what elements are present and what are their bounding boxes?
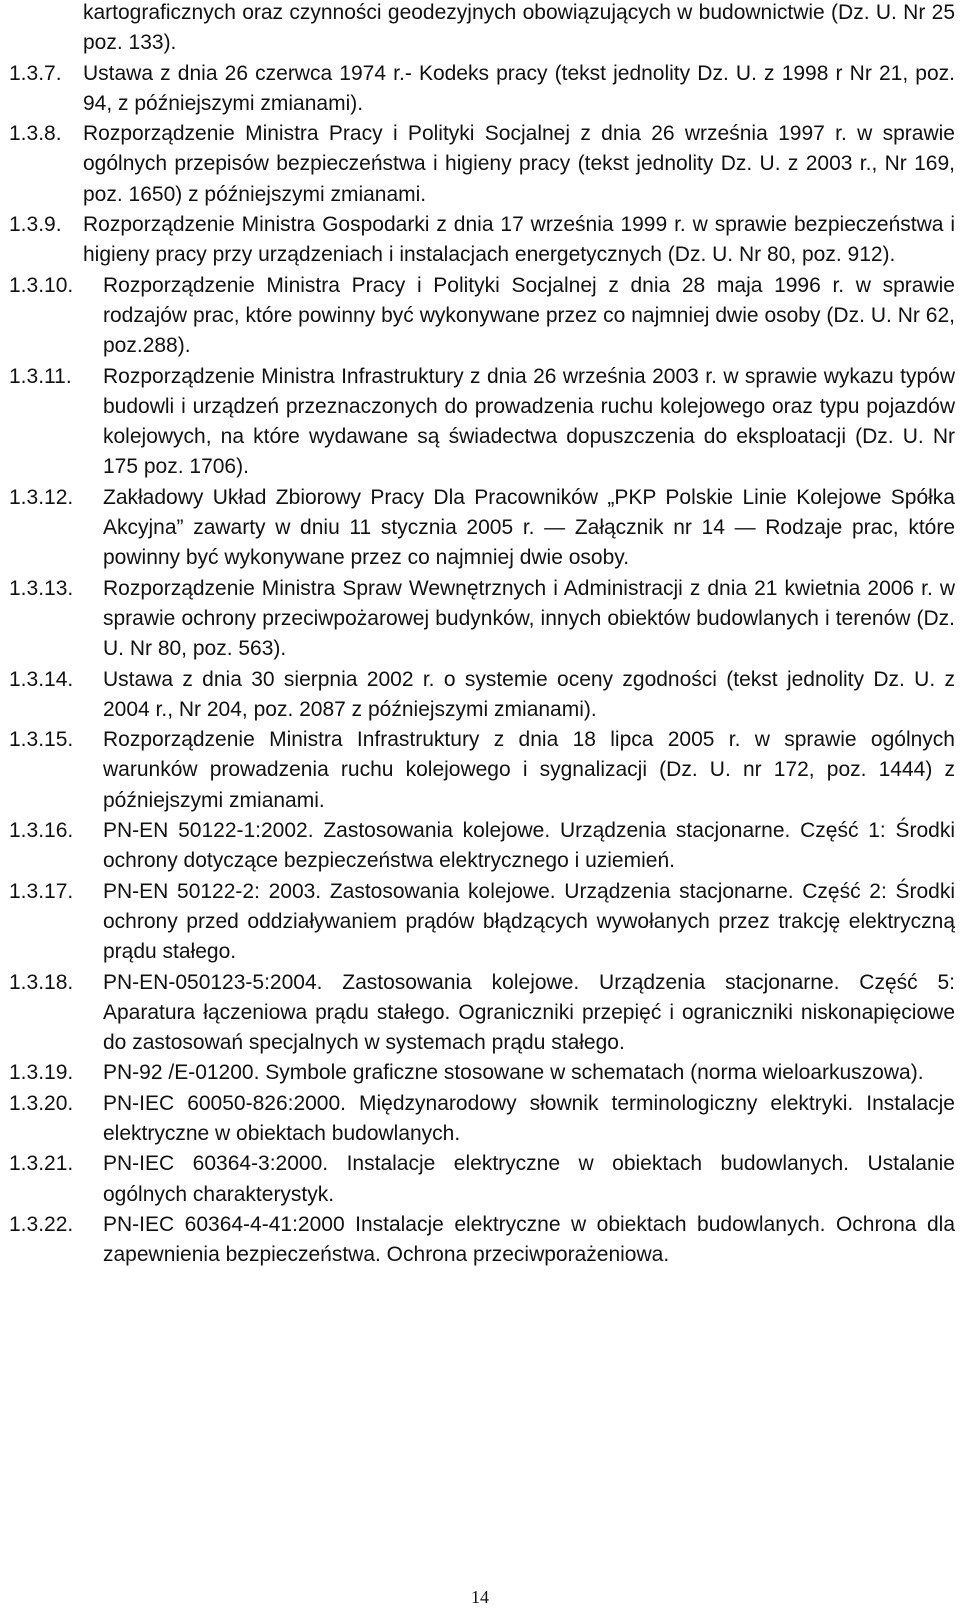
item-number: 1.3.10. (9, 273, 74, 297)
item-text: PN-EN-050123-5:2004. Zastosowania kolejowe. Urządzenia stacjonarne. Część 5: Aparatura łączeniowa prądu stałego. Ograniczniki przepięć i ograniczniki niskonapięciowe do zastosowań specjalnych w systemach prądu stałego. (103, 970, 955, 1055)
item-text: Rozporządzenie Ministra Pracy i Polityki Socjalnej z dnia 28 maja 1996 r. w sprawie rodzajów prac, które powinny być wykonywane przez co najmniej dwie osoby (Dz. U. Nr 62, poz.288). (103, 273, 955, 358)
list-item (9, 210, 955, 271)
list-item (9, 1149, 955, 1210)
item-number: 1.3.15. (9, 728, 74, 752)
item-text: Rozporządzenie Ministra Infrastruktury z dnia 26 września 2003 r. w sprawie wykazu typów budowli i urządzeń przeznaczonych do prowadzenia ruchu kolejowego oraz typu pojazdów kolejowych, na które wydawane są świadectwa dopuszczenia do eksploatacji (Dz. U. Nr 175 poz. 1706). (103, 364, 955, 479)
item-number: 1.3.12. (9, 485, 74, 509)
item-text: PN-IEC 60364-4-41:2000 Instalacje elektryczne w obiektach budowlanych. Ochrona dla zapewnienia bezpieczeństwa. Ochrona przeciwporażeniowa. (103, 1212, 955, 1267)
item-number: 1.3.22. (9, 1212, 74, 1236)
list-item (9, 1058, 955, 1088)
list-item (9, 59, 955, 120)
item-text: Rozporządzenie Ministra Pracy i Polityki Socjalnej z dnia 26 września 1997 r. w sprawie ogólnych przepisów bezpieczeństwa i higieny pracy (tekst jednolity Dz. U. z 2003 r., Nr 169, poz. 1650) z późniejszymi zmianami. (83, 122, 955, 206)
document-page (9, 0, 955, 1270)
item-number: 1.3.21. (9, 1152, 74, 1176)
item-text: PN-92 /E-01200. Symbole graficzne stosowane w schematach (norma wieloarkuszowa). (103, 1061, 924, 1085)
list-item (9, 968, 955, 1059)
item-number: 1.3.17. (9, 879, 74, 903)
item-number: 1.3.9. (9, 213, 62, 237)
list-item (9, 483, 955, 574)
item-number: 1.3.16. (9, 819, 74, 843)
list-item (9, 362, 955, 483)
item-number: 1.3.18. (9, 970, 74, 994)
list-item (9, 271, 955, 362)
item-text: PN-IEC 60050-826:2000. Międzynarodowy słownik terminologiczny elektryki. Instalacje elektryczne w obiektach budowlanych. (103, 1091, 955, 1145)
item-number: 1.3.7. (9, 61, 62, 85)
list-item (9, 877, 955, 968)
list-item (9, 1089, 955, 1150)
item-number: 1.3.13. (9, 576, 74, 600)
item-text: PN-EN 50122-2: 2003. Zastosowania kolejowe. Urządzenia stacjonarne. Część 2: Środki ochrony przed oddziaływaniem prądów błądzących wywołanych przez trakcję elektryczną prądu stałego. (103, 879, 955, 964)
item-number: 1.3.19. (9, 1061, 74, 1085)
item-text: Rozporządzenie Ministra Spraw Wewnętrznych i Administracji z dnia 21 kwietnia 2006 r. w sprawie ochrony przeciwpożarowej budynków, innych obiektów budowlanych i terenów (Dz. U. Nr 80, poz. 563). (103, 576, 955, 661)
item-text: Rozporządzenie Ministra Infrastruktury z dnia 18 lipca 2005 r. w sprawie ogólnych warunków prowadzenia ruchu kolejowego i sygnalizacji (Dz. U. nr 172, poz. 1444) z późniejszymi zmianami. (103, 728, 955, 812)
item-text: Ustawa z dnia 26 czerwca 1974 r.- Kodeks pracy (tekst jednolity Dz. U. z 1998 r Nr 21, poz. 94, z późniejszymi zmianami). (83, 61, 955, 115)
list-item (9, 816, 955, 877)
item-text: Rozporządzenie Ministra Gospodarki z dnia 17 września 1999 r. w sprawie bezpieczeństwa i higieny pracy przy urządzeniach i instalacjach energetycznych (Dz. U. Nr 80, poz. 912). (83, 213, 955, 267)
item-number: 1.3.14. (9, 667, 74, 691)
item-number: 1.3.20. (9, 1091, 74, 1115)
list-item (9, 665, 955, 726)
item-number: 1.3.11. (9, 364, 72, 388)
list-item (9, 0, 955, 59)
item-text: Zakładowy Układ Zbiorowy Pracy Dla Pracowników „PKP Polskie Linie Kolejowe Spółka Akcyjna” zawarty w dniu 11 stycznia 2005 r. — Załącznik nr 14 — Rodzaje prac, które powinny być wykonywane przez co najmniej dwie osoby. (103, 485, 955, 570)
page-number: 14 (471, 1587, 489, 1607)
list-item (9, 725, 955, 816)
item-text: PN-IEC 60364-3:2000. Instalacje elektryczne w obiektach budowlanych. Ustalanie ogólnych charakterystyk. (103, 1152, 955, 1206)
list-item (9, 119, 955, 210)
item-text: PN-EN 50122-1:2002. Zastosowania kolejowe. Urządzenia stacjonarne. Część 1: Środki ochrony dotyczące bezpieczeństwa elektrycznego i uziemień. (103, 819, 955, 873)
list-item (9, 574, 955, 665)
list-item (9, 1210, 955, 1271)
item-text: Ustawa z dnia 30 sierpnia 2002 r. o systemie oceny zgodności (tekst jednolity Dz. U. z 2004 r., Nr 204, poz. 2087 z późniejszymi zmianami). (103, 667, 955, 721)
item-text: kartograficznych oraz czynności geodezyjnych obowiązujących w budownictwie (Dz. U. Nr 25 poz. 133). (83, 1, 955, 55)
item-number: 1.3.8. (9, 122, 62, 146)
